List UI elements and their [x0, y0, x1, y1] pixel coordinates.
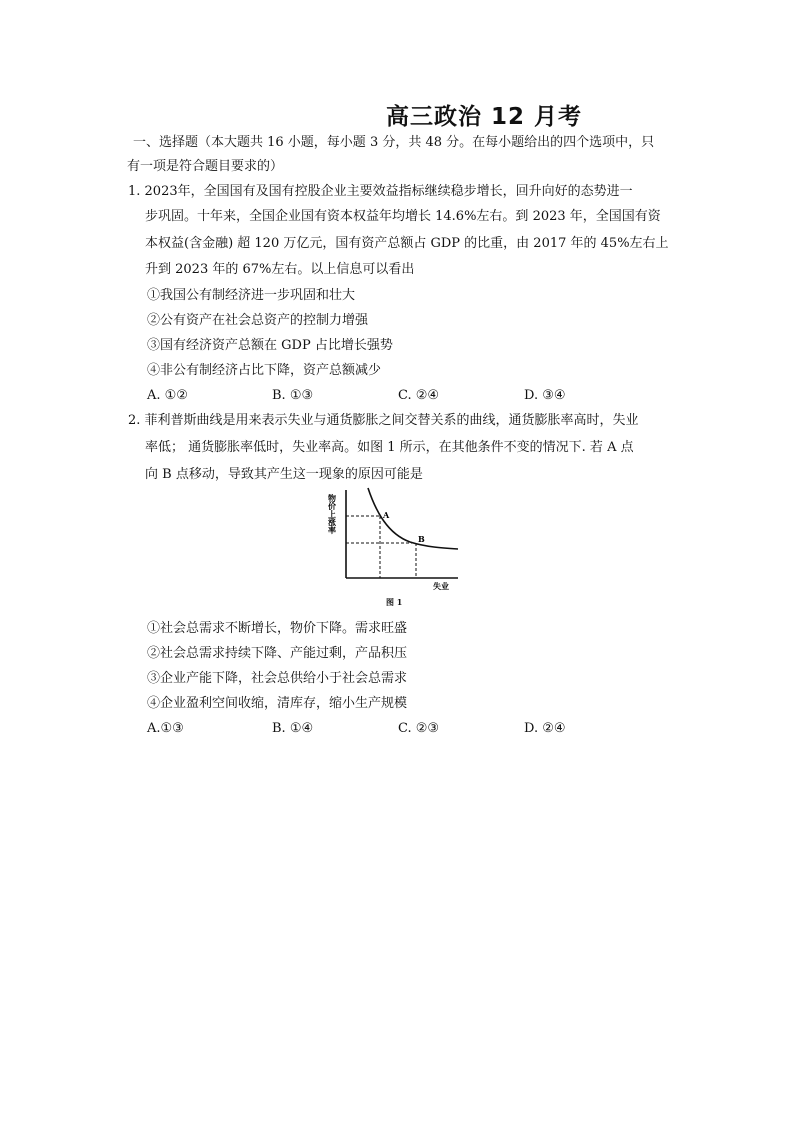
question-2-statement: ①社会总需求不断增长，物价下降。需求旺盛	[147, 621, 408, 636]
question-1-option-a[interactable]: A. ①②	[147, 388, 188, 403]
question-1-stem-line: 本权益(含金融) 超 120 万亿元，国有资产总额占 GDP 的比重，由 2017 年的 45%左右上	[145, 236, 669, 251]
question-2-option-b[interactable]: B. ①④	[272, 721, 314, 736]
page-title: 高三政治 12 月考	[386, 104, 583, 130]
question-1-stem-line: 升到 2023 年的 67%左右。以上信息可以看出	[145, 262, 415, 277]
phillips-curve-figure	[328, 482, 464, 612]
question-1-stem-line: 步巩固。十年来，全国企业国有资本权益年均增长 14.6%左右。到 2023 年，全国国有资	[145, 209, 661, 224]
question-1-statement: ③国有经济资产总额在 GDP 占比增长强势	[147, 338, 393, 353]
question-2-option-a[interactable]: A.①③	[147, 721, 184, 736]
question-1-statement: ④非公有制经济占比下降，资产总额减少	[147, 363, 382, 378]
question-2-stem-line: 2. 菲利普斯曲线是用来表示失业与通货膨胀之间交替关系的曲线，通货膨胀率高时，失业	[128, 413, 639, 428]
question-2-option-c[interactable]: C. ②③	[398, 721, 440, 736]
question-1-option-d[interactable]: D. ③④	[524, 388, 566, 403]
question-1-stem-line: 1. 2023年，全国国有及国有控股企业主要效益指标继续稳步增长，回升向好的态势进一	[128, 184, 633, 199]
question-2-statement: ③企业产能下降，社会总供给小于社会总需求	[147, 671, 408, 686]
question-1-statement: ②公有资产在社会总资产的控制力增强	[147, 313, 369, 328]
question-1-option-c[interactable]: C. ②④	[398, 388, 440, 403]
section-instruction-line: 有一项是符合题目要求的）	[127, 159, 284, 174]
question-2-statement: ④企业盈利空间收缩，清库存，缩小生产规模	[147, 696, 408, 711]
y-axis-label: 物价上涨率	[328, 494, 337, 534]
point-b-label: B	[418, 534, 425, 544]
question-1-option-b[interactable]: B. ①③	[272, 388, 314, 403]
point-a-label: A	[383, 510, 390, 520]
x-axis-label: 失业	[433, 582, 449, 591]
question-2-stem-line: 率低； 通货膨胀率低时，失业率高。如图 1 所示，在其他条件不变的情况下. 若 A 点	[145, 440, 634, 455]
phillips-curve	[368, 488, 458, 549]
question-2-option-d[interactable]: D. ②④	[524, 721, 566, 736]
question-1-statement: ①我国公有制经济进一步巩固和壮大	[147, 288, 356, 303]
question-2-statement: ②社会总需求持续下降、产能过剩，产品积压	[147, 646, 408, 661]
question-2-stem-line: 向 B 点移动，导致其产生这一现象的原因可能是	[145, 467, 423, 482]
figure-caption: 图 1	[386, 597, 403, 607]
section-instruction-line: 一、选择题（本大题共 16 小题，每小题 3 分，共 48 分。在每小题给出的四个选项中，只	[133, 135, 655, 150]
phillips-curve-svg	[328, 482, 464, 612]
